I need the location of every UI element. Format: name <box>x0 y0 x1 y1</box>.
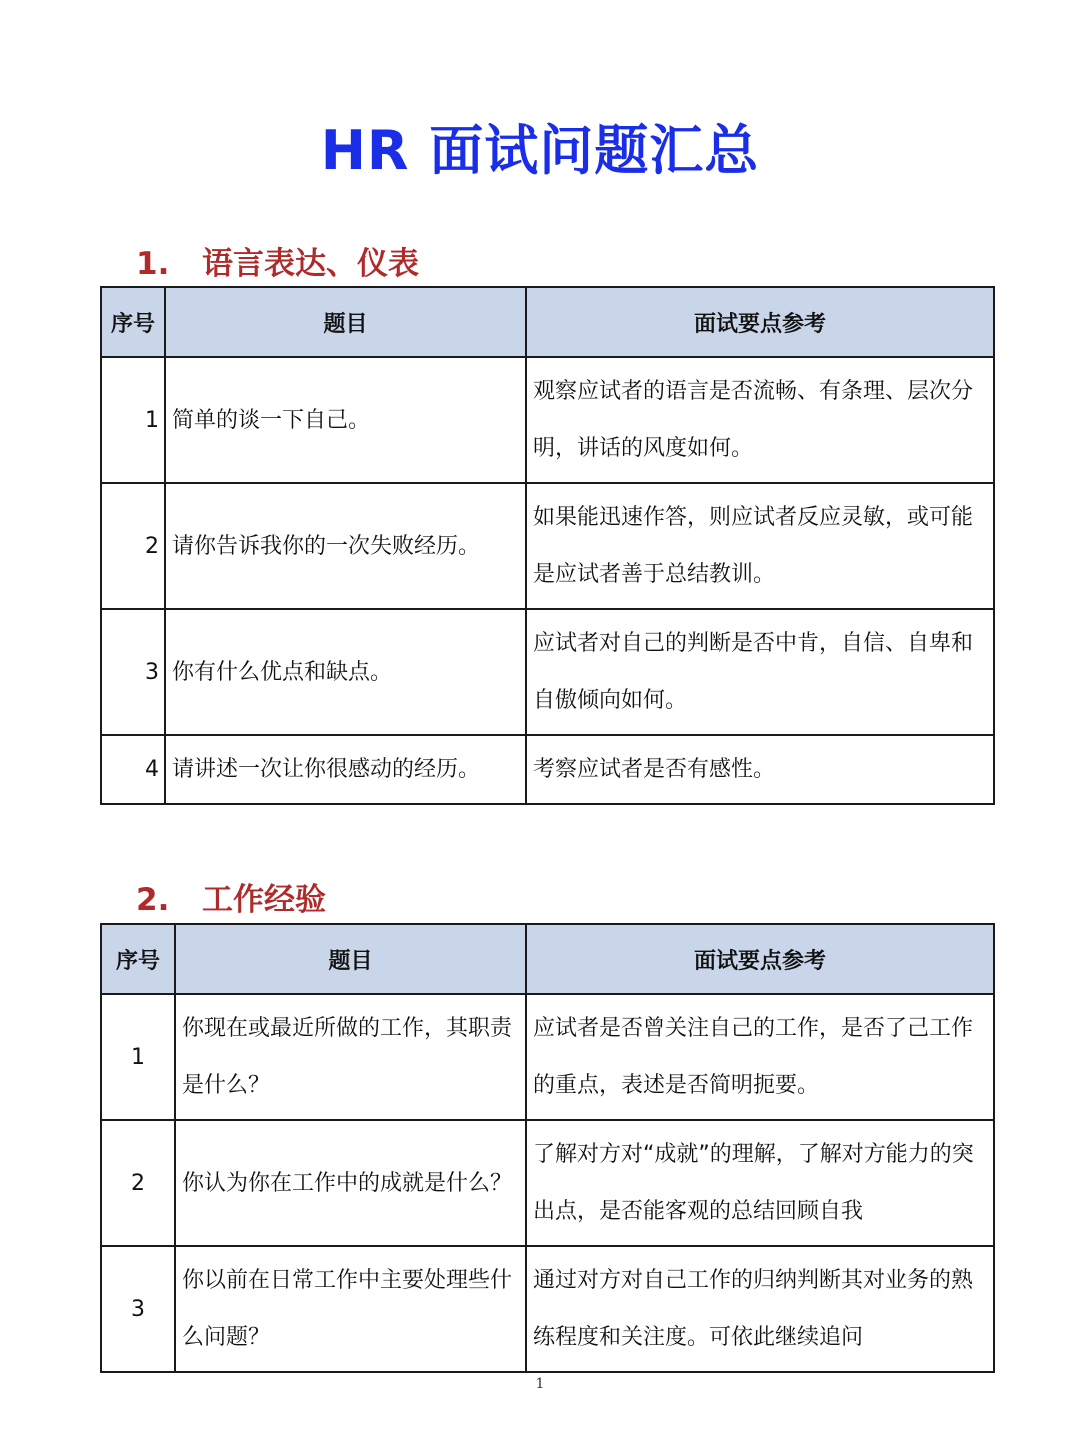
row-points: 应试者是否曾关注自己的工作，是否了己工作的重点，表述是否简明扼要。 <box>526 994 994 1120</box>
row-points: 如果能迅速作答，则应试者反应灵敏，或可能是应试者善于总结教训。 <box>526 483 994 609</box>
table-header-row <box>101 287 994 357</box>
section-2-table <box>100 923 995 1373</box>
header-num: 序号 <box>101 924 175 994</box>
row-question: 你现在或最近所做的工作，其职责是什么？ <box>175 994 526 1120</box>
row-num: 2 <box>101 1120 175 1246</box>
table-row <box>101 735 994 804</box>
table-row <box>101 1120 994 1246</box>
row-num: 2 <box>101 483 165 609</box>
row-num: 1 <box>101 357 165 483</box>
section-1-table <box>100 286 995 805</box>
row-question: 你认为你在工作中的成就是什么？ <box>175 1120 526 1246</box>
section-1-title: 语言表达、仪表 <box>202 246 419 282</box>
section-2-title: 工作经验 <box>202 882 326 918</box>
table-row <box>101 357 994 483</box>
header-points: 面试要点参考 <box>526 924 994 994</box>
table-row <box>101 994 994 1120</box>
table-header-row <box>101 924 994 994</box>
page-number: 1 <box>535 1376 545 1392</box>
header-question: 题目 <box>165 287 526 357</box>
row-points: 应试者对自己的判断是否中肯，自信、自卑和自傲倾向如何。 <box>526 609 994 735</box>
section-2-heading <box>136 874 326 919</box>
row-num: 3 <box>101 1246 175 1372</box>
row-question: 你有什么优点和缺点。 <box>165 609 526 735</box>
header-question: 题目 <box>175 924 526 994</box>
row-question: 请讲述一次让你很感动的经历。 <box>165 735 526 804</box>
table-row <box>101 483 994 609</box>
row-num: 4 <box>101 735 165 804</box>
header-num: 序号 <box>101 287 165 357</box>
row-points: 考察应试者是否有感性。 <box>526 735 994 804</box>
row-points: 了解对方对“成就”的理解，了解对方能力的突出点，是否能客观的总结回顾自我 <box>526 1120 994 1246</box>
table-row <box>101 1246 994 1372</box>
section-2-number: 2. <box>136 882 170 918</box>
table-row <box>101 609 994 735</box>
section-1-heading <box>136 238 419 283</box>
row-question: 简单的谈一下自己。 <box>165 357 526 483</box>
row-num: 1 <box>101 994 175 1120</box>
section-1-number: 1. <box>136 246 170 282</box>
row-question: 请你告诉我你的一次失败经历。 <box>165 483 526 609</box>
document-title: HR 面试问题汇总 <box>320 119 760 182</box>
row-question: 你以前在日常工作中主要处理些什么问题？ <box>175 1246 526 1372</box>
header-points: 面试要点参考 <box>526 287 994 357</box>
row-num: 3 <box>101 609 165 735</box>
row-points: 通过对方对自己工作的归纳判断其对业务的熟练程度和关注度。可依此继续追问 <box>526 1246 994 1372</box>
row-points: 观察应试者的语言是否流畅、有条理、层次分明，讲话的风度如何。 <box>526 357 994 483</box>
